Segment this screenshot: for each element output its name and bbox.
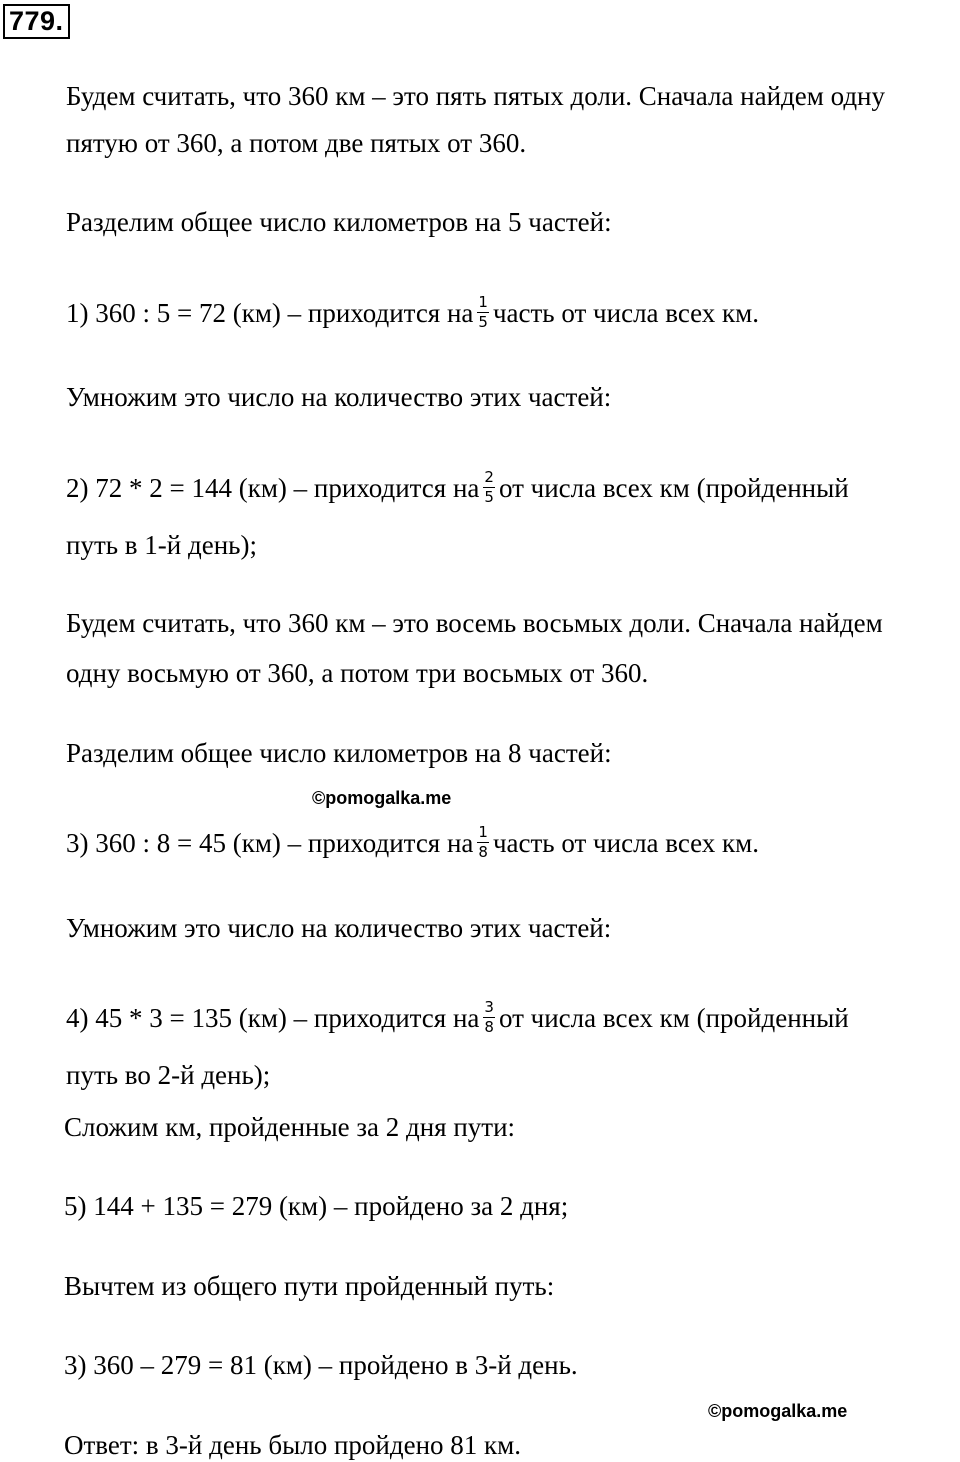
problem-number: 779. [3, 4, 70, 39]
text-line: пятую от 360, а потом две пятых от 360. [66, 128, 527, 158]
fraction: $\frac{3}{8}$ [484, 998, 494, 1036]
text-line: Будем считать, что 360 км – это восемь восьмых доли. Сначала найдем [66, 608, 883, 638]
text-line: путь во 2-й день); [66, 1060, 271, 1090]
text-line: 3) 360 – 279 = 81 (км) – пройдено в 3-й день. [64, 1350, 578, 1380]
watermark: ©pomogalka.me [312, 788, 452, 808]
fraction: $\frac{1}{8}$ [478, 823, 488, 861]
text-line: Будем считать, что 360 км – это пять пятых доли. Сначала найдем одну [66, 81, 886, 111]
text-line: Разделим общее число километров на 5 частей: [66, 207, 612, 237]
text-line: Умножим это число на количество этих частей: [66, 913, 612, 943]
text-line: Разделим общее число километров на 8 частей: [66, 738, 612, 768]
text-line: Умножим это число на количество этих частей: [66, 382, 612, 412]
fraction: $\frac{2}{5}$ [484, 468, 494, 506]
solution-step-1: 1) 360 : 5 = 72 (км) – приходится на $\frac{1}{5}$ часть от числа всех км. [66, 293, 760, 331]
answer-line: Ответ: в 3-й день было пройдено 81 км. [64, 1430, 521, 1460]
watermark: ©pomogalka.me [708, 1401, 848, 1421]
solution-step-3: 3) 360 : 8 = 45 (км) – приходится на $\frac{1}{8}$ часть от числа всех км. [66, 823, 760, 861]
fraction: $\frac{1}{5}$ [478, 293, 488, 331]
text-line: 5) 144 + 135 = 279 (км) – пройдено за 2 дня; [64, 1191, 569, 1221]
solution-step-4: 4) 45 * 3 = 135 (км) – приходится на $\frac{3}{8}$ от числа всех км (пройденный [66, 998, 849, 1036]
solution-step-2: 2) 72 * 2 = 144 (км) – приходится на $\frac{2}{5}$ от числа всех км (пройденный [66, 468, 849, 506]
text-line: Сложим км, пройденные за 2 дня пути: [64, 1112, 516, 1142]
text-line: Вычтем из общего пути пройденный путь: [64, 1271, 555, 1301]
text-line: одну восьмую от 360, а потом три восьмых от 360. [66, 658, 649, 688]
text-line: путь в 1-й день); [66, 530, 257, 560]
